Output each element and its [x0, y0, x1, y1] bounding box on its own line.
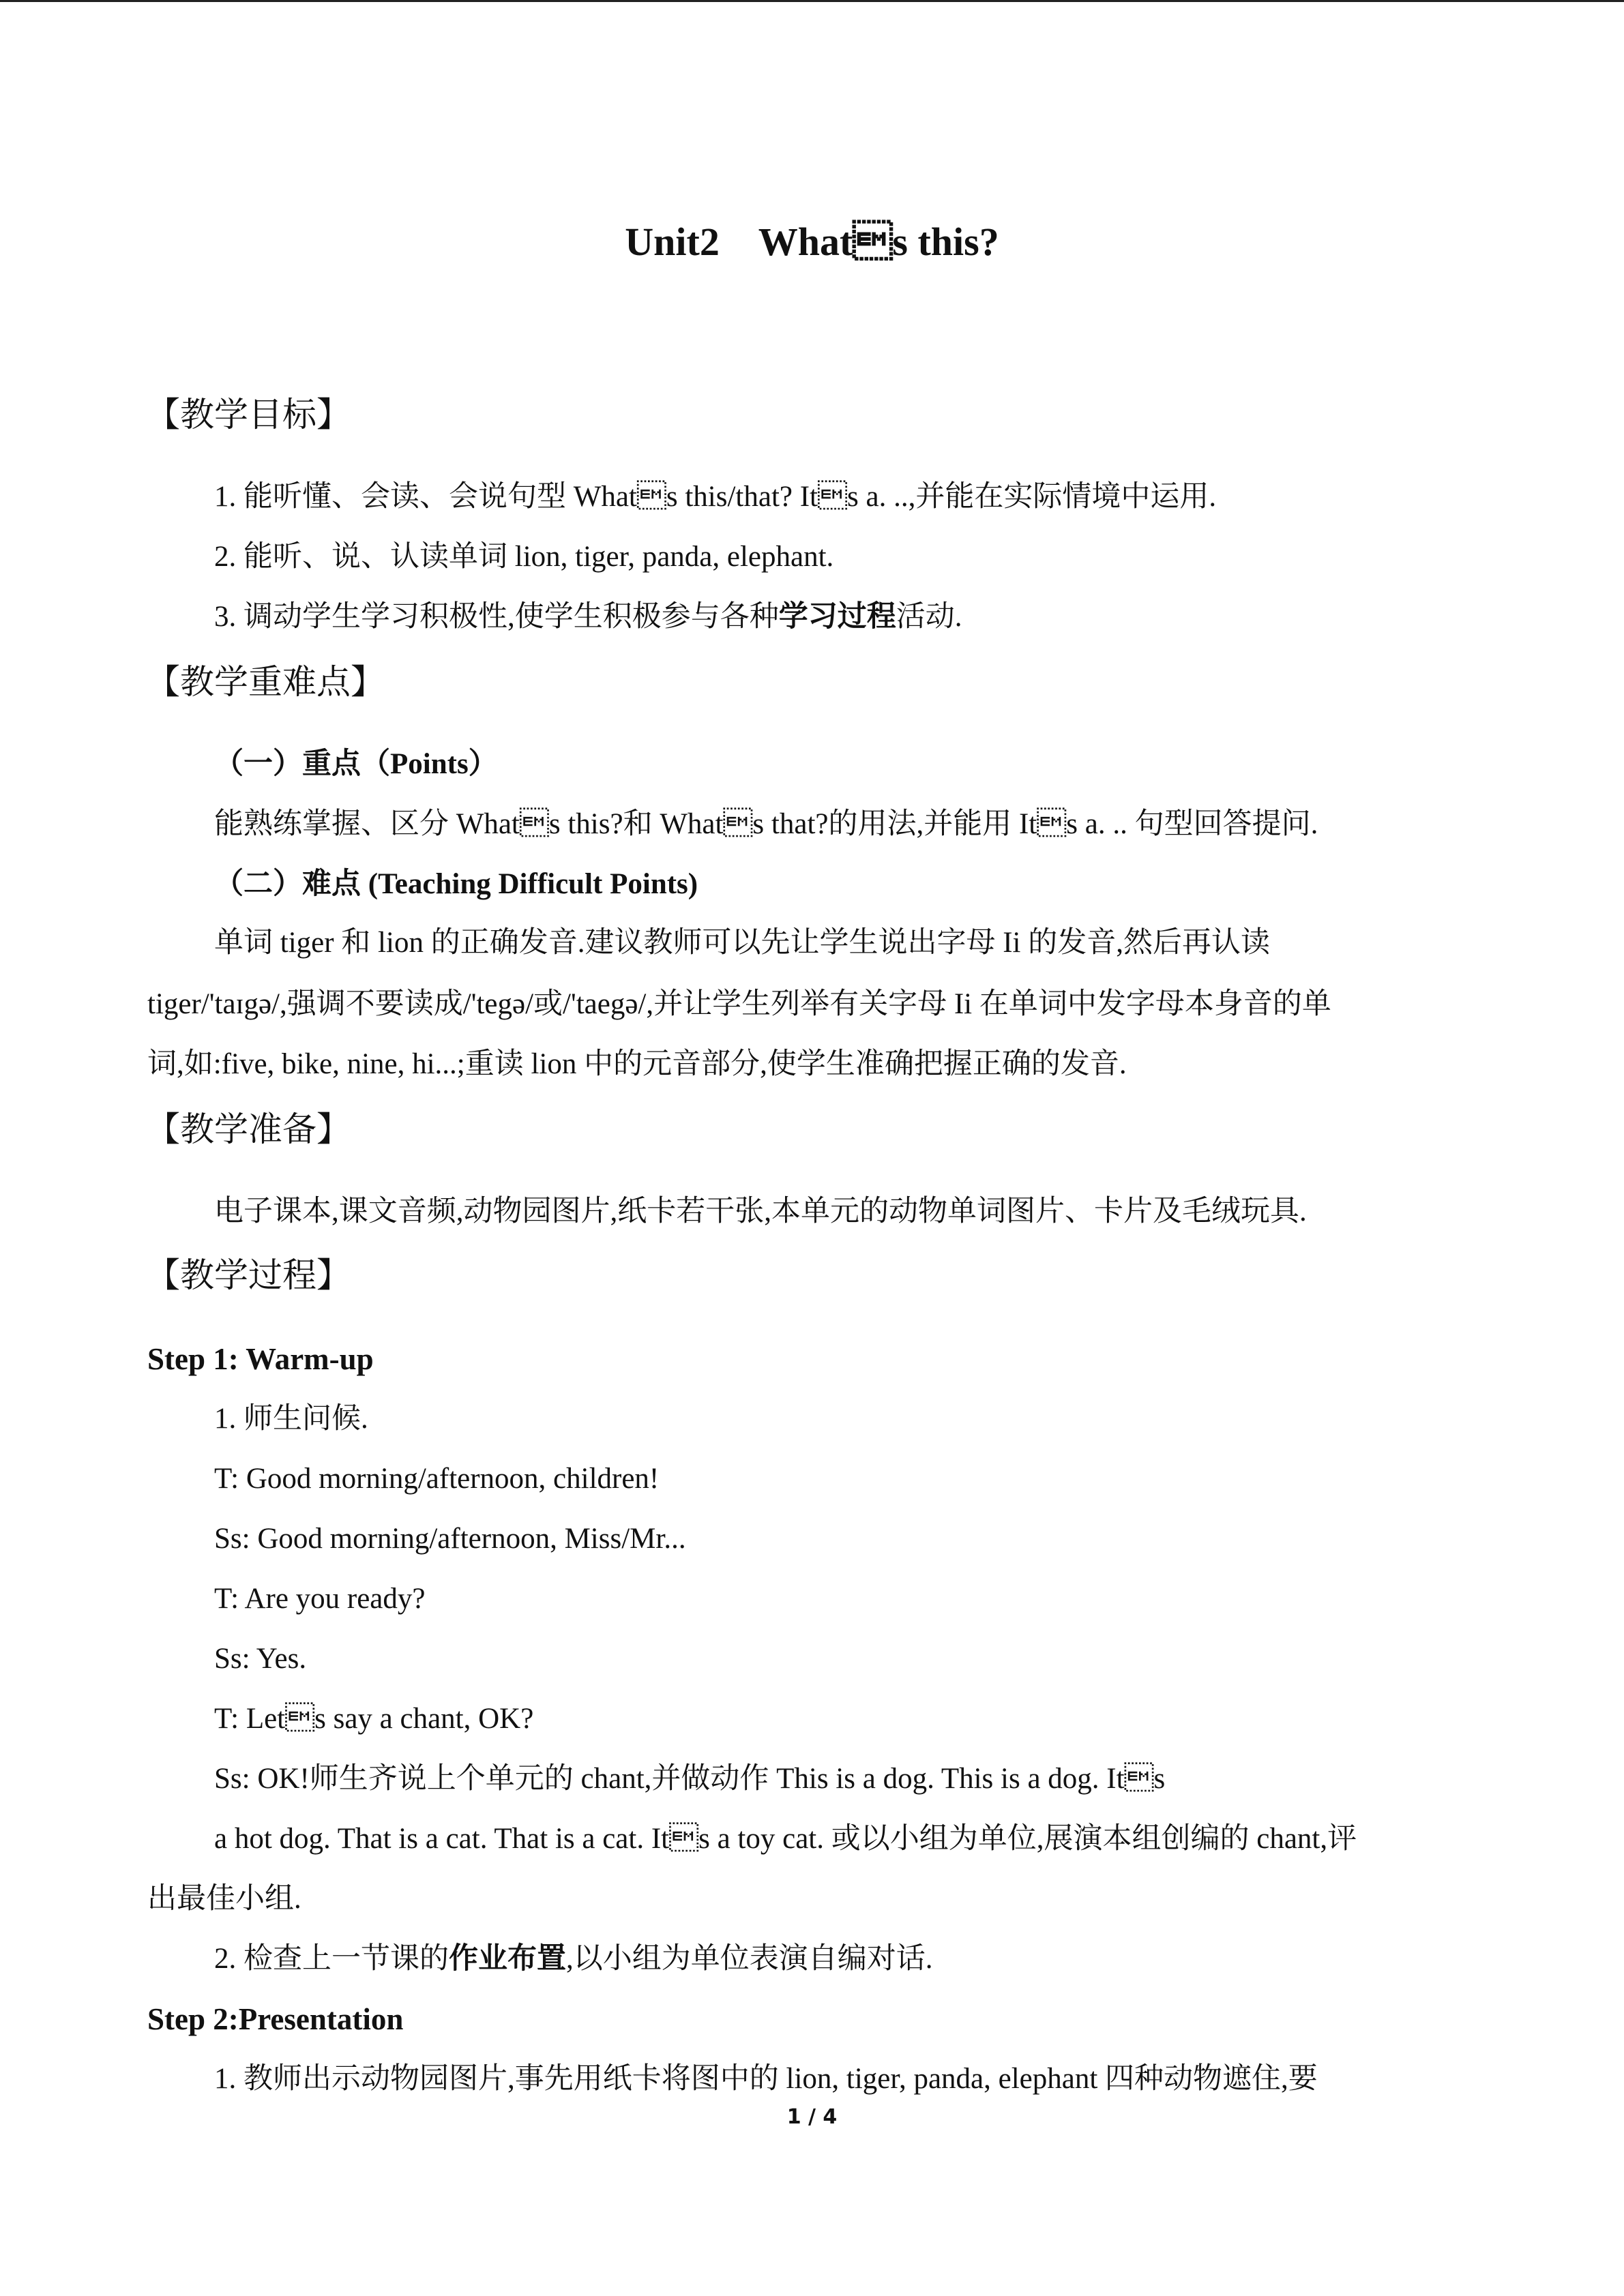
step-1-line-8: a hot dog. That is a cat. That is a cat. Its a toy cat. 或以小组为单位,展演本组创编的 chant,评 [214, 1823, 1357, 1855]
key-points-subheading: （一）重点（Points） [214, 748, 498, 780]
preparation-heading: 【教学准备】 [146, 1109, 351, 1149]
step-1-line-9: 出最佳小组. [147, 1883, 301, 1915]
preparation-text: 电子课本,课文音频,动物园图片,纸卡若干张,本单元的动物单词图片、卡片及毛绒玩具. [214, 1195, 1307, 1227]
step-1-item-2: 2. 检查上一节课的作业布置,以小组为单位表演自编对话. [214, 1943, 933, 1975]
difficult-points-subheading: （二）难点 (Teaching Difficult Points) [214, 868, 698, 900]
step-2-line-1: 1. 教师出示动物园图片,事先用纸卡将图中的 lion, tiger, panda, elephant 四种动物遮住,要 [214, 2063, 1318, 2095]
difficult-points-line-1: 单词 tiger 和 lion 的正确发音.建议教师可以先让学生说出字母 Ii 的发音,然后再认读 [214, 927, 1270, 959]
step-1-line-5: Ss: Yes. [214, 1643, 307, 1675]
objective-item-1: 1. 能听懂、会读、会说句型 Whats this/that? Its a. ..,并能在实际情境中运用. [214, 481, 1217, 513]
objectives-heading: 【教学目标】 [146, 395, 351, 434]
step-1-line-4: T: Are you ready? [214, 1583, 426, 1615]
step-1-line-2: T: Good morning/afternoon, children! [214, 1463, 660, 1495]
step-2-title: Step 2:Presentation [147, 2002, 404, 2036]
step-1-line-3: Ss: Good morning/afternoon, Miss/Mr... [214, 1523, 686, 1555]
objective-item-3: 3. 调动学生学习积极性,使学生积极参与各种学习过程活动. [214, 601, 962, 633]
key-points-text: 能熟练掌握、区分 Whats this?和 Whats that?的用法,并能用 Its a. .. 句型回答提问. [214, 808, 1318, 840]
step-1-line-1: 1. 师生问候. [214, 1403, 368, 1435]
objective-item-2: 2. 能听、说、认读单词 lion, tiger, panda, elephant. [214, 541, 834, 573]
step-1-line-6: T: Lets say a chant, OK? [214, 1703, 534, 1735]
page-number: 1 / 4 [786, 2105, 838, 2129]
key-points-heading: 【教学重难点】 [146, 662, 385, 702]
step-1-line-7: Ss: OK!师生齐说上个单元的 chant,并做动作 This is a dog. This is a dog. Its [214, 1763, 1166, 1795]
difficult-points-line-3: 词,如:five, bike, nine, hi...;重读 lion 中的元音部分,使学生准确把握正确的发音. [147, 1048, 1127, 1080]
page-title: Unit2 Whats this? [625, 220, 999, 264]
difficult-points-line-2: tiger/'taɪgə/,强调不要读成/'tegə/或/'taegə/,并让学生列举有关字母 Ii 在单词中发字母本身音的单 [147, 988, 1331, 1020]
step-1-title: Step 1: Warm-up [147, 1342, 374, 1376]
process-heading: 【教学过程】 [146, 1255, 351, 1295]
